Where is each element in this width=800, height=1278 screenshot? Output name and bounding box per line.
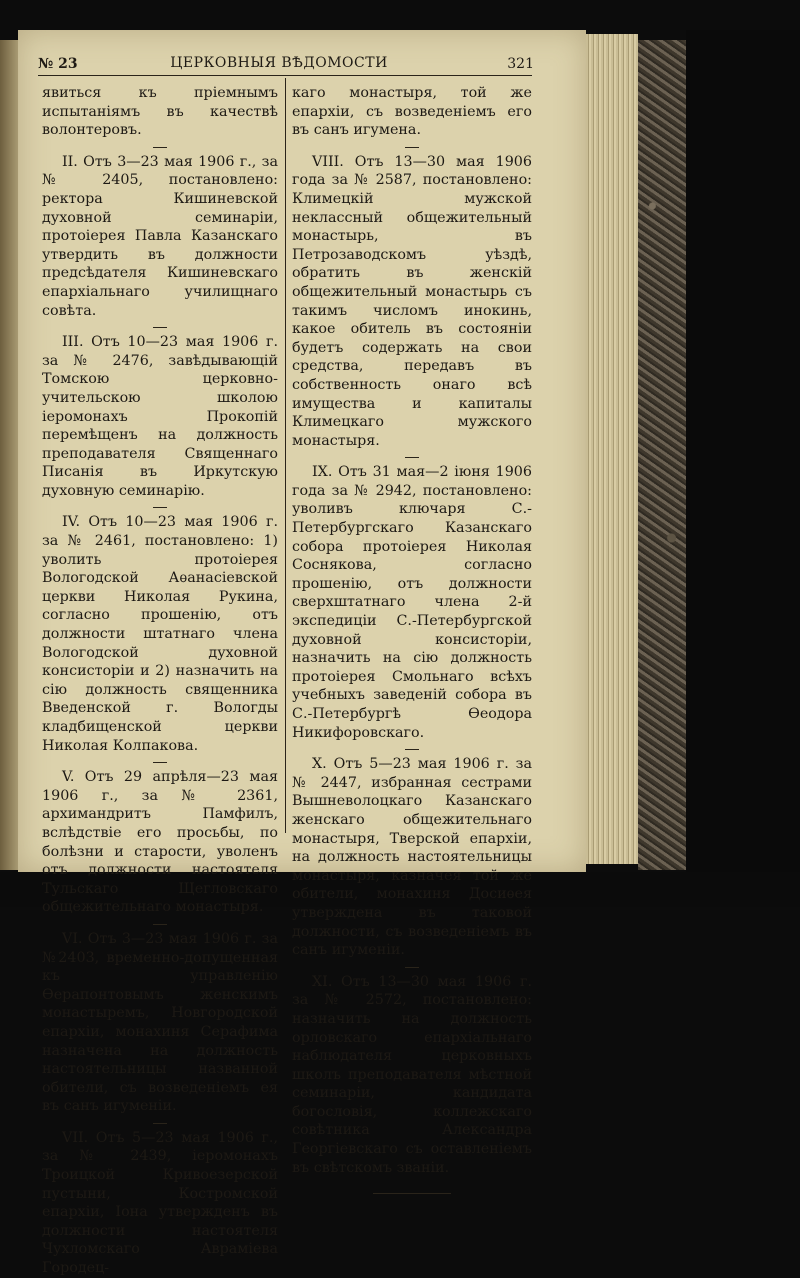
paragraph: X. Отъ 5—23 мая 1906 г. за № 2447, избранная сестрами Вышневолоцкаго Казанскаго женскаго общежительнаго монастыря, Тверской епархіи, на должность настоятельницы монастыря, казначея той же обители, монахиня Досиѳея утверждена въ таковой должности, съ возведеніемъ въ санъ игуменіи. — [292, 756, 532, 959]
running-header — [24, 52, 534, 74]
paragraph: каго монастыря, той же епархіи, съ возведеніемъ его въ санъ игумена. — [292, 85, 532, 139]
right-column — [292, 84, 532, 1194]
paragraph: VI. Отъ 3—23 мая 1906 г. за №2403, временно-допущенная къ управленію Ѳерапонтовымъ женскимъ монастыремъ, Новгородской епархіи, монахиня Серафима назначена на должность настоятельницы названной обители, съ возведеніемъ ея въ санъ игуменіи. — [42, 930, 278, 1115]
paragraph: явиться къ пріемнымъ испытаніямъ въ качествѣ волонтеровъ. — [42, 85, 278, 139]
column-divider — [285, 78, 286, 833]
separator — [153, 1123, 167, 1124]
paragraph: IX. Отъ 31 мая—2 іюня 1906 года за № 2942, постановлено: уволивъ ключаря С.-Петербургскаго Казанскаго собора протоіерея Николая Соснякова, согласно прошенію, отъ должности сверхштатнаго члена 2-й экспедиціи С.-Петербургской духовной консисторіи, назначить на сію должность протоіерея Смольнаго всѣхъ учебныхъ заведеній собора въ С.-Петербургѣ Ѳеодора Никифоровскаго. — [292, 464, 532, 741]
marbled-cover-edge — [638, 40, 686, 870]
paragraph: V. Отъ 29 апрѣля—23 мая 1906 г., за № 2361, архимандритъ Памфилъ, вслѣдствіе его просьбы, по болѣзни и старости, уволенъ отъ должности настоятеля Тульскаго Щегловскаго общежительнаго монастыря. — [42, 769, 278, 916]
separator — [153, 147, 167, 148]
paragraph: IV. Отъ 10—23 мая 1906 г. за № 2461, постановлено: 1) уволить протоіерея Вологодской Аѳанасіевской церкви Николая Рукина, согласно прошенію, отъ должности штатнаго члена Вологодской духовной консисторіи и 2) назначить на сію должность священника Введенской г. Вологды кладбищенской церкви Николая Колпакова. — [42, 514, 278, 754]
left-page-edge — [0, 40, 18, 870]
header-rule — [38, 75, 532, 76]
separator — [405, 457, 419, 458]
separator — [153, 507, 167, 508]
paragraph: XI. Отъ 13—30 мая 1906 г. за № 2572, постановлено: назначить на должность орловскаго епархіальнаго наблюдателя церковныхъ школъ преподавателя мѣстной семинаріи, кандидата богословія, коллежскаго совѣтника Александра Георгіевскаго съ оставленіемъ въ свѣтскомъ званіи. — [292, 973, 532, 1176]
separator — [153, 924, 167, 925]
page-stack-edge — [586, 34, 638, 864]
separator — [153, 327, 167, 328]
paragraph: VIII. Отъ 13—30 мая 1906 года за № 2587, постановлено: Климецкій мужской неклассный общежительный монастырь, въ Петрозаводскомъ уѣздѣ, обратить въ женскій общежительный монастырь съ такимъ числомъ инокинь, какое обитель въ состояніи будетъ содержать на свои средства, передавъ въ собственность онаго всѣ имущества и капиталы Климецкаго мужского монастыря. — [292, 153, 532, 449]
end-rule — [373, 1193, 451, 1194]
journal-title: ЦЕРКОВНЫЯ ВѢДОМОСТИ — [170, 55, 388, 71]
separator — [405, 749, 419, 750]
paragraph: III. Отъ 10—23 мая 1906 г. за № 2476, завѣдывающій Томскою церковно-учительскою школою іеромонахъ Прокопій перемѣщенъ на должность преподавателя Священнаго Писанія въ Иркутскую духовную семинарію. — [42, 334, 278, 499]
dark-background — [686, 30, 800, 907]
separator — [405, 147, 419, 148]
issue-number: № 23 — [38, 56, 78, 72]
left-column — [42, 84, 278, 1278]
paragraph: VII. Отъ 5—23 мая 1906 г., за № 2439, іеромонахъ Троицкой Кривоезерской пустыни, Костромской епархіи, Іона утвержденъ въ должности настоятеля Чухломскаго Авраміева Городец- — [42, 1129, 278, 1277]
separator — [153, 762, 167, 763]
separator — [405, 967, 419, 968]
page-number: 321 — [507, 56, 534, 72]
paragraph: II. Отъ 3—23 мая 1906 г., за № 2405, постановлено: ректора Кишиневской духовной семинаріи, протоіерея Павла Казанскаго утвердить въ должности предсѣдателя Кишиневскаго епархіальнаго училищнаго совѣта. — [42, 153, 278, 319]
